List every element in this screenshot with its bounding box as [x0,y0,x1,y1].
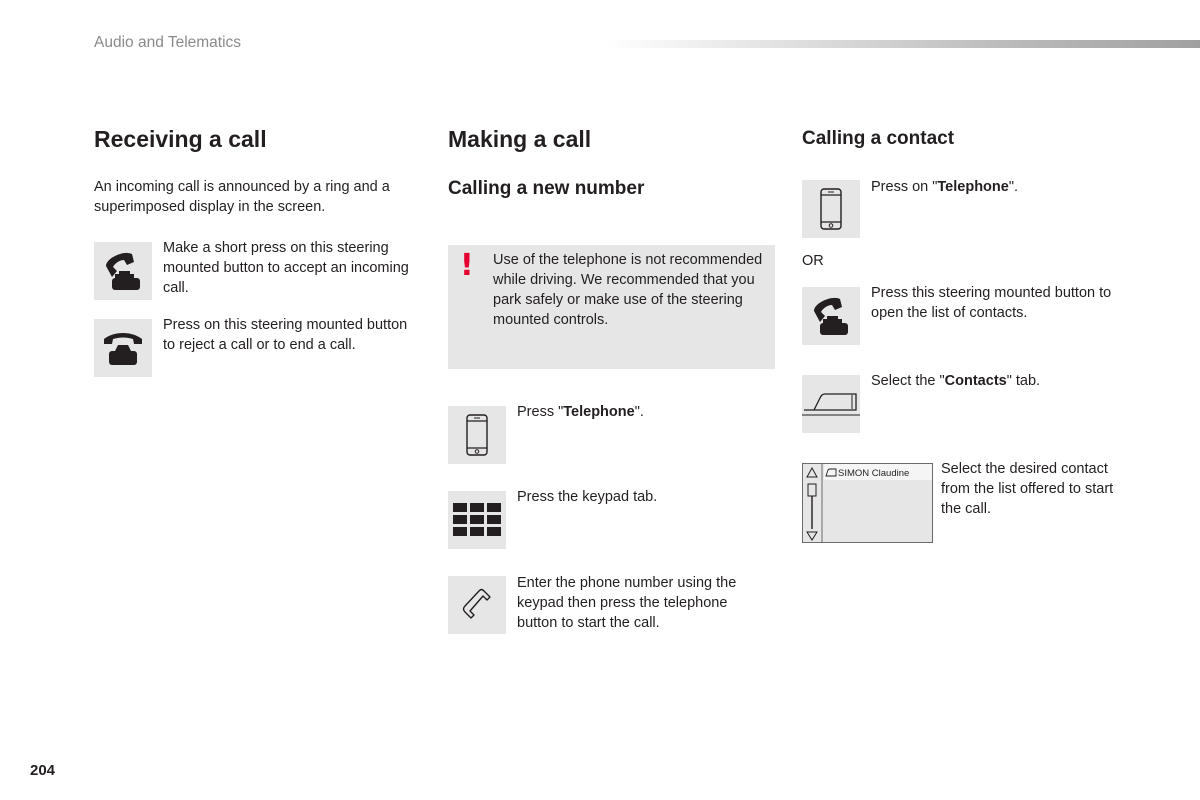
text-prefix: Press on " [871,179,938,195]
text-suffix: ". [1008,179,1019,195]
text-prefix: Select the " [871,373,945,389]
text-suffix: " tab. [1006,373,1041,389]
contacts-label: Contacts [944,373,1007,389]
receiving-call-intro: An incoming call is announced by a ring and a superimposed display in the screen. [94,179,390,215]
telephone-label: Telephone [563,404,635,420]
contact-step-contacts-tab-text [871,371,1131,391]
contact-step-steering-text: Press this steering mounted button to open the list of contacts. [871,285,1112,321]
contacts-tab-icon [802,375,860,433]
making-step-enter-number-text: Enter the phone number using the keypad then press the telephone button to start the call. [517,575,737,631]
making-step-keypad-text: Press the keypad tab. [517,489,658,505]
phone-handset-pickup-icon [94,242,152,300]
keypad-icon [448,491,506,549]
or-separator: OR [802,253,824,269]
receiving-step-reject-text: Press on this steering mounted button to reject a call or to end a call. [163,317,408,353]
page-number: 204 [30,762,56,779]
receiving-step-accept-text: Make a short press on this steering mounted button to accept an incoming call. [163,240,409,296]
section-header-title: Audio and Telematics [94,34,242,51]
phone-handset-hangup-icon [94,319,152,377]
header-gradient-bar [605,40,1200,48]
contact-step-telephone-text [871,177,1131,197]
phone-handset-pickup-icon [802,287,860,345]
call-handset-icon [448,576,506,634]
calling-contact-title: Calling a contact [802,128,955,149]
warning-exclamation-icon: ! [460,248,474,283]
receiving-call-title: Receiving a call [94,126,267,152]
contact-step-select-text: Select the desired contact from the list offered to start the call. [941,461,1114,517]
making-call-title: Making a call [448,126,592,152]
telephone-label: Telephone [937,179,1009,195]
text-suffix: ". [634,404,644,420]
contact-list-entry[interactable]: SIMON Claudine [838,468,910,479]
text-prefix: Press " [517,404,564,420]
smartphone-icon [448,406,506,464]
calling-new-number-subtitle: Calling a new number [448,178,645,199]
making-step-telephone-text [517,402,767,422]
smartphone-icon [802,180,860,238]
warning-text: Use of the telephone is not recommended while driving. We recommended that you park safely or make use of the steering mounted controls. [493,252,763,328]
